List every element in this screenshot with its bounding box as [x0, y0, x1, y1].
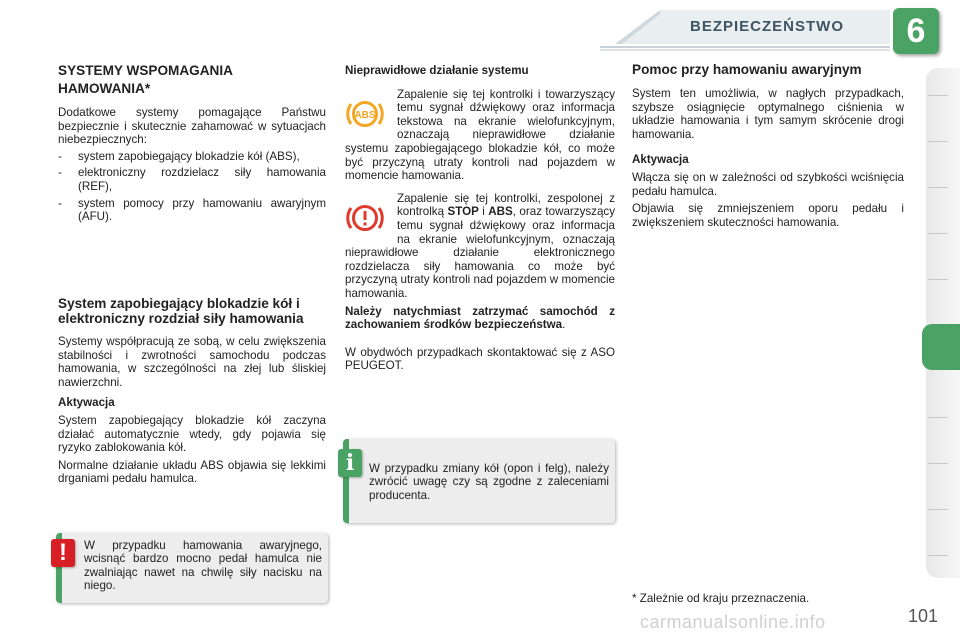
tab-divider — [928, 509, 948, 510]
emergency-braking-text: System ten umożliwia, w nagłych przypadkach, szybsze osiągnięcie optymalnego ciśnienia w układzie hamowania i tym samym skrócenie drogi hamowania. — [632, 87, 904, 141]
abs-word: ABS — [488, 205, 513, 219]
tab-divider — [928, 141, 948, 142]
stop-word: STOP — [447, 205, 479, 219]
afu-activation-title: Aktywacja — [632, 153, 689, 167]
info-note-text: W przypadku zmiany kół (opon i felg), należy zwrócić uwagę czy są zgodne z zaleceniami producenta. — [369, 462, 609, 502]
list-item: - elektroniczny rozdzielacz siły hamowania (REF), — [58, 166, 326, 193]
tab-divider — [928, 417, 948, 418]
abs-warning-lamp-icon — [345, 94, 385, 134]
list-item: - system zapobiegający blokadzie kół (ABS), — [58, 150, 326, 164]
emergency-braking-title: Pomoc przy hamowaniu awaryjnym — [632, 62, 862, 77]
tab-divider — [928, 233, 948, 234]
warning-note-text: W przypadku hamowania awaryjnego, wcisnąć bardzo mocno pedał hamulca nie zwalniając nawet na chwilę siły nacisku na niego. — [84, 539, 322, 593]
ref-malfunction-text — [345, 192, 615, 301]
info-icon: i — [338, 449, 362, 477]
ref-text-part: Zapalenie się tej kontrolki, zespolonej z kontrolką — [397, 191, 615, 219]
tab-divider — [928, 279, 948, 280]
section-title: BEZPIECZEŃSTWO — [690, 18, 845, 35]
abs-malfunction-text — [345, 88, 615, 183]
afu-activation-text-2: Objawia się zmniejszeniem oporu pedału i zwiększeniem skuteczności hamowania. — [632, 202, 904, 229]
urgent-stop-bold: Należy natychmiast zatrzymać samochód z zachowaniem środków bezpieczeństwa — [345, 304, 615, 332]
abs-section-title: System zapobiegający blokadzie kół i elektroniczny rozdział siły hamowania — [58, 296, 304, 326]
aso-contact-text: W obydwóch przypadkach skontaktować się z ASO PEUGEOT. — [345, 345, 615, 373]
main-title-line-2: HAMOWANIA* — [58, 81, 151, 96]
tab-divider — [928, 95, 948, 96]
list-item: - system pomocy przy hamowaniu awaryjnym (AFU). — [58, 197, 326, 224]
ref-text-part: , oraz towarzyszący temu sygnał dźwiękowy oraz informacja na ekranie wielofunkcyjnym, oznaczają nieprawidłowe działanie elektronicznego rozdzielacza siły hamowania co może być przyczyną utraty kontroli nad pojazdem w momencie hamowania. — [345, 205, 616, 300]
left-column — [58, 62, 326, 224]
urgent-stop-text — [345, 305, 615, 332]
malfunction-title: Nieprawidłowe działanie systemu — [345, 64, 529, 77]
active-chapter-tab — [922, 324, 960, 370]
ref-text-part: i — [478, 205, 489, 219]
main-title-line-1: SYSTEMY WSPOMAGANIA — [58, 63, 233, 78]
chapter-tabs — [926, 68, 960, 578]
abs-intro: Systemy współpracują ze sobą, w celu zwiększenia stabilności i zwrotności samochodu podczas hamowania, w szczególności na złej lub śliskiej nawierzchni. — [58, 335, 326, 389]
abs-activation-text: System zapobiegający blokadzie kół zaczyna działać automatycznie wtedy, gdy pojawia się ryzyko zablokowania kół. — [58, 413, 326, 455]
intro-text: Dodatkowe systemy pomagające Państwu bezpiecznie i skutecznie zahamować w sytuacjach niebezpiecznych: — [58, 106, 326, 147]
abs-section — [58, 297, 326, 486]
abs-lamp-label: ABS — [354, 109, 376, 121]
tab-divider — [928, 555, 948, 556]
chapter-number: 6 — [893, 8, 939, 54]
systems-list — [58, 150, 326, 224]
warning-icon: ! — [51, 539, 75, 567]
abs-activation-text-2: Normalne działanie układu ABS objawia się lekkimi drganiami pedału hamulca. — [58, 458, 326, 486]
right-column — [632, 62, 904, 229]
tab-divider — [928, 463, 948, 464]
page-number: 101 — [908, 606, 939, 626]
abs-activation-title: Aktywacja — [58, 396, 115, 410]
tab-divider — [928, 187, 948, 188]
watermark: carmanualsonline.info — [640, 612, 826, 632]
afu-activation-text: Włącza się on w zależności od szybkości wciśnięcia pedału hamulca. — [632, 170, 904, 198]
abs-malfunction-body: Zapalenie się tej kontrolki i towarzyszący temu sygnał dźwiękowy oraz informacja tekstowa na ekranie wielofunkcyjnym, oznaczają nieprawidłowe działanie systemu zapobiegającego blokadzie kół, co może być przyczyną utraty kontroli nad pojazdem w momencie hamowania. — [345, 87, 615, 183]
footnote: * Zależnie od kraju przeznaczenia. — [632, 592, 810, 605]
middle-column — [345, 64, 615, 373]
brake-warning-lamp-icon — [345, 198, 385, 238]
urgent-stop-end: . — [562, 318, 566, 332]
